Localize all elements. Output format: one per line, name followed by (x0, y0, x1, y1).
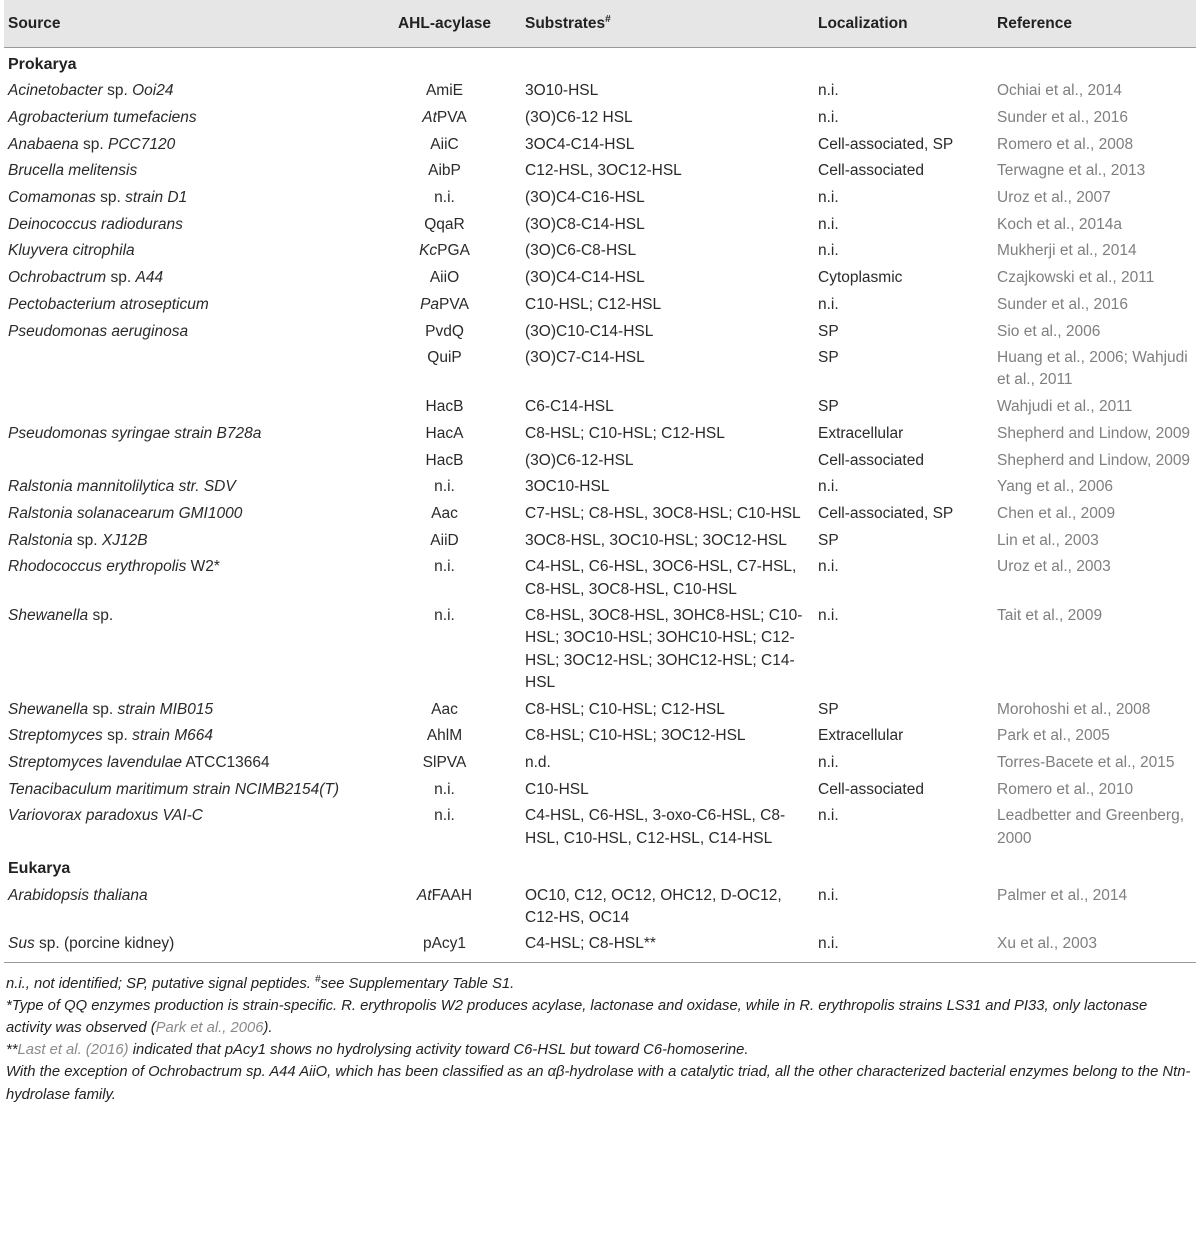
source-strain: strain D1 (125, 189, 188, 207)
cell-reference-link[interactable]: Palmer et al., 2014 (997, 886, 1128, 904)
source-name: Ralstonia (8, 531, 73, 549)
source-name: Ochrobactrum (8, 269, 107, 287)
cell-substrates: (3O)C8-C14-HSL (525, 215, 645, 233)
cell-source (4, 554, 368, 603)
cell-acylase (368, 185, 521, 212)
cell-acylase (368, 345, 521, 394)
cell-acylase (368, 238, 521, 265)
table-row (4, 931, 1196, 962)
source-name: Anabaena (8, 135, 79, 153)
acylase-prefix: At (422, 108, 437, 126)
table-row (4, 697, 1196, 724)
table-row (4, 723, 1196, 750)
cell-reference-link[interactable]: Yang et al., 2006 (997, 478, 1114, 496)
cell-source (4, 238, 368, 265)
cell-acylase (368, 603, 521, 696)
substrates-label: Substrates (525, 14, 606, 32)
cell-localization: n.i. (818, 242, 839, 260)
cell-source (4, 603, 368, 696)
cell-localization: n.i. (818, 886, 839, 904)
cell-substrates: C10-HSL (525, 780, 589, 798)
source-qualifier: sp. (78, 135, 108, 153)
footnote-3-reference-link[interactable]: Last et al. (2016) (17, 1042, 129, 1059)
cell-acylase (368, 105, 521, 132)
header-row (4, 0, 1196, 48)
cell-acylase (368, 292, 521, 319)
table-row (4, 185, 1196, 212)
cell-acylase (368, 750, 521, 777)
table-row (4, 448, 1196, 475)
cell-acylase (368, 777, 521, 804)
cell-substrates: C4-HSL, C6-HSL, 3-oxo-C6-HSL, C8-HSL, C10-HSL, C12-HSL, C14-HSL (525, 807, 786, 847)
cell-localization: n.i. (818, 82, 839, 100)
cell-source (4, 319, 368, 346)
source-name: Arabidopsis thaliana (8, 886, 148, 904)
acylase-name: PvdQ (425, 322, 464, 340)
cell-reference-link[interactable]: Shepherd and Lindow, 2009 (997, 451, 1191, 469)
cell-substrates: C4-HSL; C8-HSL** (521, 931, 814, 962)
source-strain: Ooi24 (132, 82, 174, 100)
footnote-1-mark: # (315, 973, 321, 985)
cell-source (4, 78, 368, 105)
cell-acylase (368, 931, 521, 962)
col-header-localization: Localization (814, 0, 993, 48)
cell-acylase (368, 319, 521, 346)
acylase-name: PVA (436, 108, 467, 126)
table-row (4, 105, 1196, 132)
table-row (4, 883, 1196, 932)
cell-reference-link[interactable]: Torres-Bacete et al., 2015 (997, 753, 1175, 771)
cell-source (4, 501, 368, 528)
source-name: Pseudomonas aeruginosa (8, 322, 189, 340)
cell-source (4, 883, 368, 932)
cell-reference-link[interactable]: Uroz et al., 2003 (997, 558, 1111, 576)
cell-reference-link[interactable]: Romero et al., 2008 (997, 135, 1134, 153)
cell-reference-link[interactable]: Chen et al., 2009 (997, 504, 1116, 522)
acylase-name: PGA (437, 242, 470, 260)
source-name: Tenacibaculum maritimum strain NCIMB2154(T) (8, 780, 340, 798)
cell-localization: Extracellular (818, 727, 904, 745)
cell-substrates: 3OC4-C14-HSL (525, 135, 635, 153)
source-name: Rhodococcus erythropolis (8, 558, 187, 576)
cell-source (4, 185, 368, 212)
cell-localization: n.i. (818, 215, 839, 233)
cell-localization: Cell-associated (818, 162, 924, 180)
source-name: Deinococcus radiodurans (8, 215, 183, 233)
cell-source (4, 448, 368, 475)
cell-localization: Extracellular (818, 424, 904, 442)
cell-localization: SP (818, 531, 839, 549)
cell-source (4, 394, 368, 421)
cell-reference-link[interactable]: Leadbetter and Greenberg, 2000 (997, 807, 1184, 847)
table-row (4, 803, 1196, 852)
cell-localization: SP (818, 700, 839, 718)
acylase-name: AhlM (426, 727, 463, 745)
cell-substrates: (3O)C4-C14-HSL (525, 269, 645, 287)
source-name: Ralstonia mannitolilytica str. SDV (8, 478, 236, 496)
footnote-2-text: *Type of QQ enzymes production is strain-specific. R. erythropolis W2 produces acylase, lactonase and oxidase, while in R. erythropolis strains LS31 and PI33, only lactonase activity was observed ( (6, 997, 1148, 1037)
cell-substrates: (3O)C6-12-HSL (525, 451, 634, 469)
cell-acylase (368, 265, 521, 292)
cell-acylase (368, 501, 521, 528)
table-row (4, 319, 1196, 346)
cell-source (4, 345, 368, 394)
cell-acylase (368, 78, 521, 105)
acylase-name: n.i. (434, 558, 455, 576)
source-qualifier: sp. (88, 607, 114, 625)
table-row (4, 212, 1196, 239)
col-header-reference: Reference (993, 0, 1196, 48)
table-row (4, 554, 1196, 603)
cell-acylase (368, 528, 521, 555)
acylase-prefix: Pa (420, 295, 440, 313)
cell-acylase (368, 474, 521, 501)
table-row (4, 777, 1196, 804)
cell-localization: n.i. (818, 108, 839, 126)
cell-localization: n.i. (818, 295, 839, 313)
cell-substrates: (3O)C7-C14-HSL (525, 349, 645, 367)
cell-source (4, 105, 368, 132)
table-row (4, 265, 1196, 292)
cell-acylase (368, 448, 521, 475)
cell-source (4, 132, 368, 159)
cell-substrates: n.d. (525, 753, 551, 771)
acylase-name: HacB (425, 398, 464, 416)
acylase-name: n.i. (434, 607, 455, 625)
acylase-name: n.i. (434, 807, 455, 825)
cell-reference-link[interactable]: Koch et al., 2014a (997, 215, 1122, 233)
table-row (4, 603, 1196, 696)
cell-source (4, 803, 368, 852)
table-row (4, 750, 1196, 777)
source-qualifier: sp. (102, 727, 133, 745)
cell-acylase (368, 158, 521, 185)
acylase-name: n.i. (434, 780, 455, 798)
acylase-name: AiiO (429, 269, 460, 287)
cell-substrates: C4-HSL, C6-HSL, 3OC6-HSL, C7-HSL, C8-HSL, 3OC8-HSL, C10-HSL (525, 558, 797, 598)
footnote-2-text-b: ). (263, 1020, 273, 1037)
cell-acylase (368, 132, 521, 159)
cell-source (4, 697, 368, 724)
source-strain: XJ12B (101, 531, 148, 549)
group-label: Prokarya (8, 56, 77, 73)
acylase-name: n.i. (434, 189, 455, 207)
cell-source (4, 474, 368, 501)
cell-substrates: C8-HSL, 3OC8-HSL, 3OHC8-HSL; C10-HSL; 3OC10-HSL; 3OHC10-HSL; C12-HSL; 3OC12-HSL; 3OHC12-HSL; C14-HSL (525, 607, 803, 691)
table-row (4, 501, 1196, 528)
table-row (4, 528, 1196, 555)
cell-acylase (368, 212, 521, 239)
cell-reference-link[interactable]: Shepherd and Lindow, 2009 (997, 424, 1191, 442)
cell-localization: SP (818, 349, 839, 367)
acylase-name: AibP (428, 162, 461, 180)
cell-reference-link[interactable]: Wahjudi et al., 2011 (997, 398, 1133, 416)
col-header-source: Source (4, 0, 368, 48)
table-row (4, 238, 1196, 265)
cell-source (4, 421, 368, 448)
source-name: Shewanella (8, 700, 89, 718)
cell-source (4, 777, 368, 804)
table-row (4, 78, 1196, 105)
acylase-name: Aac (431, 504, 458, 522)
cell-localization: Cell-associated (818, 780, 924, 798)
acylase-name: QqaR (424, 215, 465, 233)
footnote-abbreviations (6, 973, 1194, 995)
cell-localization: Cell-associated, SP (818, 504, 954, 522)
footnote-2-reference-link[interactable]: Park et al., 2006 (155, 1020, 264, 1037)
acylase-prefix: At (416, 886, 432, 904)
footnote-1-text-b: see Supplementary Table S1. (320, 975, 515, 992)
cell-substrates: C8-HSL; C10-HSL; C12-HSL (525, 424, 725, 442)
source-name: Acinetobacter (8, 82, 103, 100)
cell-source (4, 723, 368, 750)
cell-substrates: (3O)C10-C14-HSL (525, 322, 654, 340)
table-row (4, 345, 1196, 394)
acylase-name: AiiD (430, 531, 459, 549)
acylase-name: HacB (425, 451, 464, 469)
cell-substrates: C8-HSL; C10-HSL; 3OC12-HSL (525, 727, 746, 745)
source-strain: PCC7120 (107, 135, 176, 153)
source-strain: strain MIB015 (117, 700, 214, 718)
acylase-name: n.i. (434, 478, 455, 496)
source-qualifier: sp. (102, 82, 133, 100)
table-row (4, 292, 1196, 319)
acylase-name: PVA (439, 295, 469, 313)
source-strain: A44 (135, 269, 164, 287)
cell-substrates: 3OC10-HSL (525, 478, 610, 496)
footnote-pacy1 (6, 1039, 1194, 1061)
cell-localization: n.i. (814, 931, 993, 962)
table-row (4, 421, 1196, 448)
source-qualifier: W2* (186, 558, 220, 576)
group-label: Eukarya (8, 860, 71, 878)
cell-acylase (368, 554, 521, 603)
cell-reference-link[interactable]: Sunder et al., 2016 (997, 295, 1128, 313)
cell-acylase (368, 723, 521, 750)
cell-localization: n.i. (818, 478, 839, 496)
cell-reference-link[interactable]: Tait et al., 2009 (997, 607, 1103, 625)
cell-substrates: C7-HSL; C8-HSL, 3OC8-HSL; C10-HSL (525, 504, 801, 522)
source-qualifier: sp. (porcine kidney) (34, 935, 175, 953)
cell-substrates: C10-HSL; C12-HSL (525, 295, 662, 313)
cell-reference-link[interactable]: Ochiai et al., 2014 (997, 82, 1122, 100)
cell-acylase (368, 803, 521, 852)
acylase-name: AmiE (425, 82, 464, 100)
cell-localization: n.i. (818, 753, 839, 771)
footnote-1-text: n.i., not identified; SP, putative signal peptides. (6, 975, 316, 992)
cell-reference-link[interactable]: Huang et al., 2006; Wahjudi et al., 2011 (997, 349, 1188, 389)
source-strain: strain M664 (132, 727, 214, 745)
acylase-name: AiiC (430, 135, 459, 153)
cell-localization: n.i. (818, 558, 839, 576)
cell-reference-link[interactable]: Uroz et al., 2007 (997, 189, 1111, 207)
cell-substrates: C12-HSL, 3OC12-HSL (525, 162, 682, 180)
source-name: Kluyvera citrophila (8, 242, 135, 260)
table-row (4, 474, 1196, 501)
col-header-acylase: AHL-acylase (368, 0, 521, 48)
source-name: Brucella melitensis (8, 162, 138, 180)
source-name: Comamonas (8, 189, 96, 207)
source-qualifier: ATCC13664 (182, 753, 270, 771)
substrates-footnote-mark: # (605, 13, 611, 25)
acylase-name: FAAH (431, 886, 473, 904)
cell-reference-link[interactable]: Morohoshi et al., 2008 (997, 700, 1151, 718)
footnote-3-text: indicated that pAcy1 shows no hydrolysing activity toward C6-HSL but toward C6-homoserine. (128, 1042, 749, 1059)
cell-substrates: (3O)C4-C16-HSL (525, 189, 645, 207)
cell-source (4, 158, 368, 185)
source-qualifier: sp. (72, 531, 102, 549)
footnote-3-mark: ** (6, 1042, 18, 1059)
cell-substrates: C6-C14-HSL (525, 398, 614, 416)
cell-localization: Cell-associated (818, 451, 924, 469)
cell-substrates: OC10, C12, OC12, OHC12, D-OC12, C12-HS, OC14 (525, 886, 782, 926)
acylase-name: pAcy1 (422, 935, 467, 953)
cell-reference-link[interactable]: Sio et al., 2006 (997, 322, 1101, 340)
source-name: Agrobacterium tumefaciens (8, 108, 197, 126)
cell-source (4, 528, 368, 555)
table-footnotes (6, 973, 1194, 1106)
footnote-strain-specific (6, 995, 1194, 1039)
table-body (4, 48, 1196, 963)
cell-substrates: (3O)C6-12 HSL (525, 108, 633, 126)
source-name: Variovorax paradoxus VAI-C (8, 807, 203, 825)
cell-acylase (368, 421, 521, 448)
cell-reference-link[interactable]: Sunder et al., 2016 (997, 108, 1128, 126)
source-name: Pectobacterium atrosepticum (8, 295, 209, 313)
group-row (4, 48, 1196, 79)
source-name: Shewanella (8, 607, 89, 625)
source-name: Streptomyces (8, 727, 103, 745)
cell-reference-link[interactable]: Terwagne et al., 2013 (997, 162, 1146, 180)
cell-source (4, 212, 368, 239)
cell-source (4, 292, 368, 319)
cell-reference-link[interactable]: Xu et al., 2003 (993, 931, 1196, 962)
cell-acylase (368, 697, 521, 724)
footnote-ntn-hydrolase: With the exception of Ochrobactrum sp. A44 AiiO, which has been classified as an αβ-hydrolase with a catalytic triad, all the other characterized bacterial enzymes belong to the Ntn-hydrolase family. (6, 1064, 1191, 1103)
cell-localization: Cytoplasmic (818, 269, 903, 287)
cell-localization: n.i. (818, 807, 839, 825)
cell-localization: Cell-associated, SP (818, 135, 954, 153)
cell-source (4, 931, 368, 962)
cell-acylase (368, 883, 521, 932)
cell-source (4, 265, 368, 292)
table-row (4, 394, 1196, 421)
source-qualifier: sp. (95, 189, 126, 207)
acylase-prefix: Kc (419, 242, 438, 260)
cell-reference-link[interactable]: Romero et al., 2010 (997, 780, 1134, 798)
source-name: Sus (8, 935, 35, 953)
acylase-table (4, 0, 1196, 963)
group-row (4, 852, 1196, 882)
source-name: Ralstonia solanacearum GMI1000 (8, 504, 243, 522)
cell-reference-link[interactable]: Park et al., 2005 (997, 727, 1110, 745)
cell-substrates: C8-HSL; C10-HSL; C12-HSL (525, 700, 725, 718)
table-row (4, 132, 1196, 159)
cell-source (4, 750, 368, 777)
acylase-name: HacA (425, 424, 464, 442)
cell-reference-link[interactable]: Lin et al., 2003 (997, 531, 1099, 549)
cell-reference-link[interactable]: Mukherji et al., 2014 (997, 242, 1137, 260)
cell-localization: n.i. (818, 189, 839, 207)
cell-localization: SP (818, 398, 839, 416)
source-qualifier: sp. (106, 269, 136, 287)
cell-acylase (368, 394, 521, 421)
source-qualifier: sp. (88, 700, 118, 718)
cell-localization: n.i. (818, 607, 839, 625)
source-name: Pseudomonas syringae strain B728a (8, 424, 262, 442)
cell-substrates: 3O10-HSL (525, 82, 599, 100)
col-header-substrates (521, 0, 814, 48)
table-row (4, 158, 1196, 185)
cell-reference-link[interactable]: Czajkowski et al., 2011 (997, 269, 1155, 287)
acylase-name: QuiP (427, 349, 462, 367)
cell-substrates: 3OC8-HSL, 3OC10-HSL; 3OC12-HSL (525, 531, 787, 549)
acylase-name: SlPVA (422, 753, 467, 771)
acylase-name: Aac (431, 700, 458, 718)
cell-localization: SP (818, 322, 839, 340)
cell-substrates: (3O)C6-C8-HSL (525, 242, 637, 260)
source-name: Streptomyces lavendulae (8, 753, 183, 771)
